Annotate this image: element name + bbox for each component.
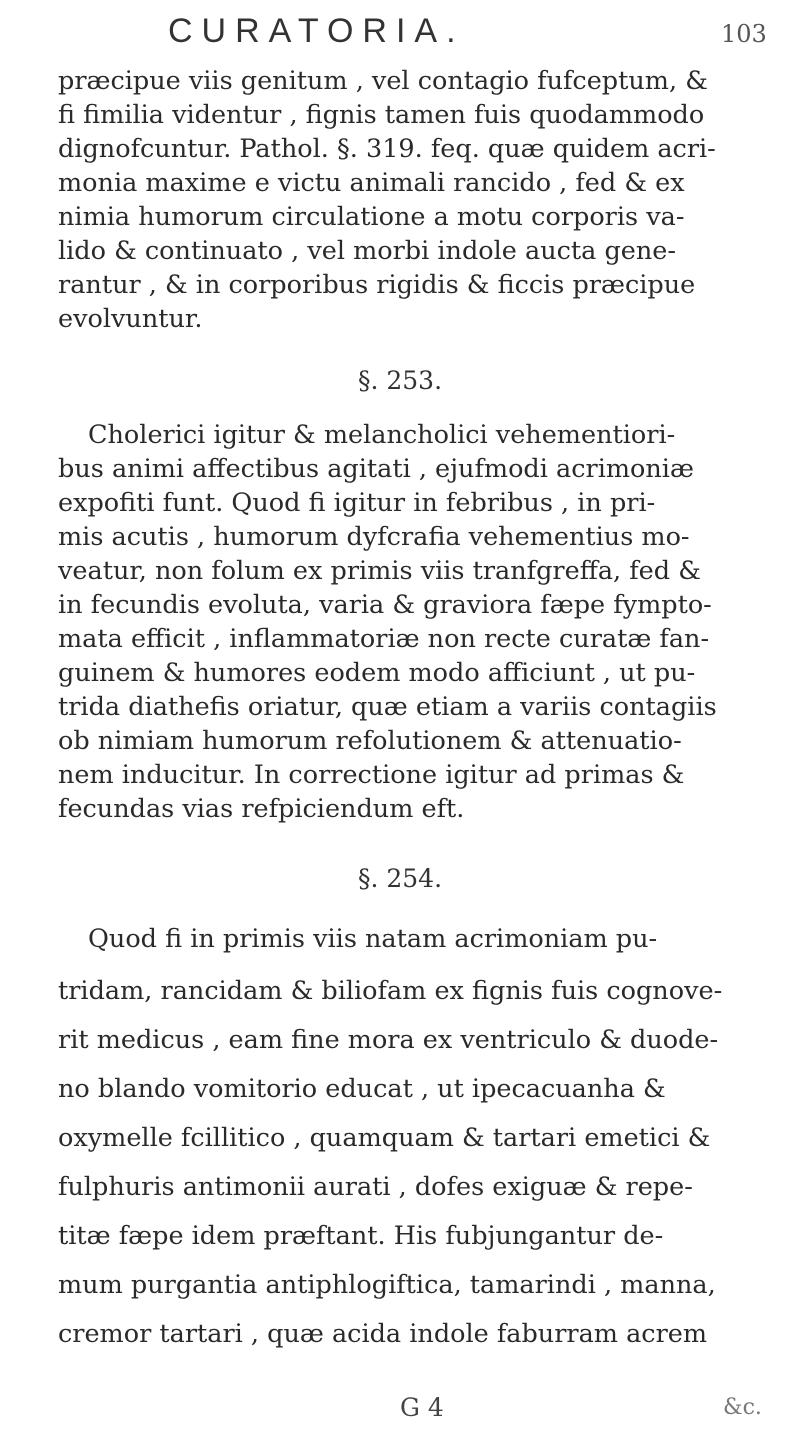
- section-heading-253: §. 253.: [357, 366, 443, 395]
- page-number: 103: [721, 20, 767, 48]
- text-line: lido & continuato , vel morbi indole aucta gene-: [58, 236, 677, 266]
- text-line: fecundas vias refpiciendum eft.: [58, 794, 465, 824]
- text-line: trida diathefis oriatur, quæ etiam a variis contagiis: [58, 692, 717, 722]
- text-line: Quod fi in primis viis natam acrimoniam pu-: [88, 924, 658, 954]
- text-line: mum purgantia antiphlogiftica, tamarindi , manna,: [58, 1270, 716, 1300]
- text-line: dignofcuntur. Pathol. §. 319. feq. quæ quidem acri-: [58, 134, 716, 164]
- text-line: expofiti funt. Quod fi igitur in febribus , in pri-: [58, 488, 656, 518]
- text-line: monia maxime e victu animali rancido , fed & ex: [58, 168, 685, 198]
- text-line: guinem & humores eodem modo afficiunt , ut pu-: [58, 658, 696, 688]
- page-header: [0, 8, 800, 58]
- text-line: nimia humorum circulatione a motu corporis va-: [58, 202, 685, 232]
- text-line: in fecundis evoluta, varia & graviora fæpe fympto-: [58, 590, 712, 620]
- text-line: evolvuntur.: [58, 304, 203, 334]
- catchword: &c.: [723, 1395, 762, 1420]
- text-line: titæ fæpe idem præftant. His fubjungantur de-: [58, 1221, 664, 1251]
- running-head: CURATORIA.: [168, 12, 465, 50]
- text-line: fi fimilia videntur , fignis tamen fuis quodammodo: [58, 100, 705, 130]
- text-line: ob nimiam humorum refolutionem & attenuatio-: [58, 726, 682, 756]
- text-line: tridam, rancidam & biliofam ex fignis fuis cognove-: [58, 976, 723, 1006]
- text-line: nem inducitur. In correctione igitur ad primas &: [58, 760, 685, 790]
- text-line: veatur, non folum ex primis viis tranfgreffa, fed &: [58, 556, 701, 586]
- text-line: rantur , & in corporibus rigidis & ficcis præcipue: [58, 270, 696, 300]
- section-heading-254: §. 254.: [357, 864, 443, 893]
- text-line: rit medicus , eam fine mora ex ventriculo & duode-: [58, 1025, 719, 1055]
- text-line: mata efficit , inflammatoriæ non recte curatæ fan-: [58, 624, 710, 654]
- text-line: bus animi affectibus agitati , ejufmodi acrimoniæ: [58, 454, 694, 484]
- text-line: mis acutis , humorum dyfcrafia vehementius mo-: [58, 522, 690, 552]
- text-line: no blando vomitorio educat , ut ipecacuanha &: [58, 1074, 666, 1104]
- text-line: cremor tartari , quæ acida indole faburram acrem: [58, 1319, 708, 1349]
- text-line: præcipue viis genitum , vel contagio fufceptum, &: [58, 66, 708, 96]
- text-line: fulphuris antimonii aurati , dofes exiguæ & repe-: [58, 1172, 693, 1202]
- text-line: oxymelle fcillitico , quamquam & tartari emetici &: [58, 1123, 711, 1153]
- text-line: Cholerici igitur & melancholici vehementiori-: [88, 420, 676, 450]
- signature-mark: G 4: [400, 1393, 444, 1422]
